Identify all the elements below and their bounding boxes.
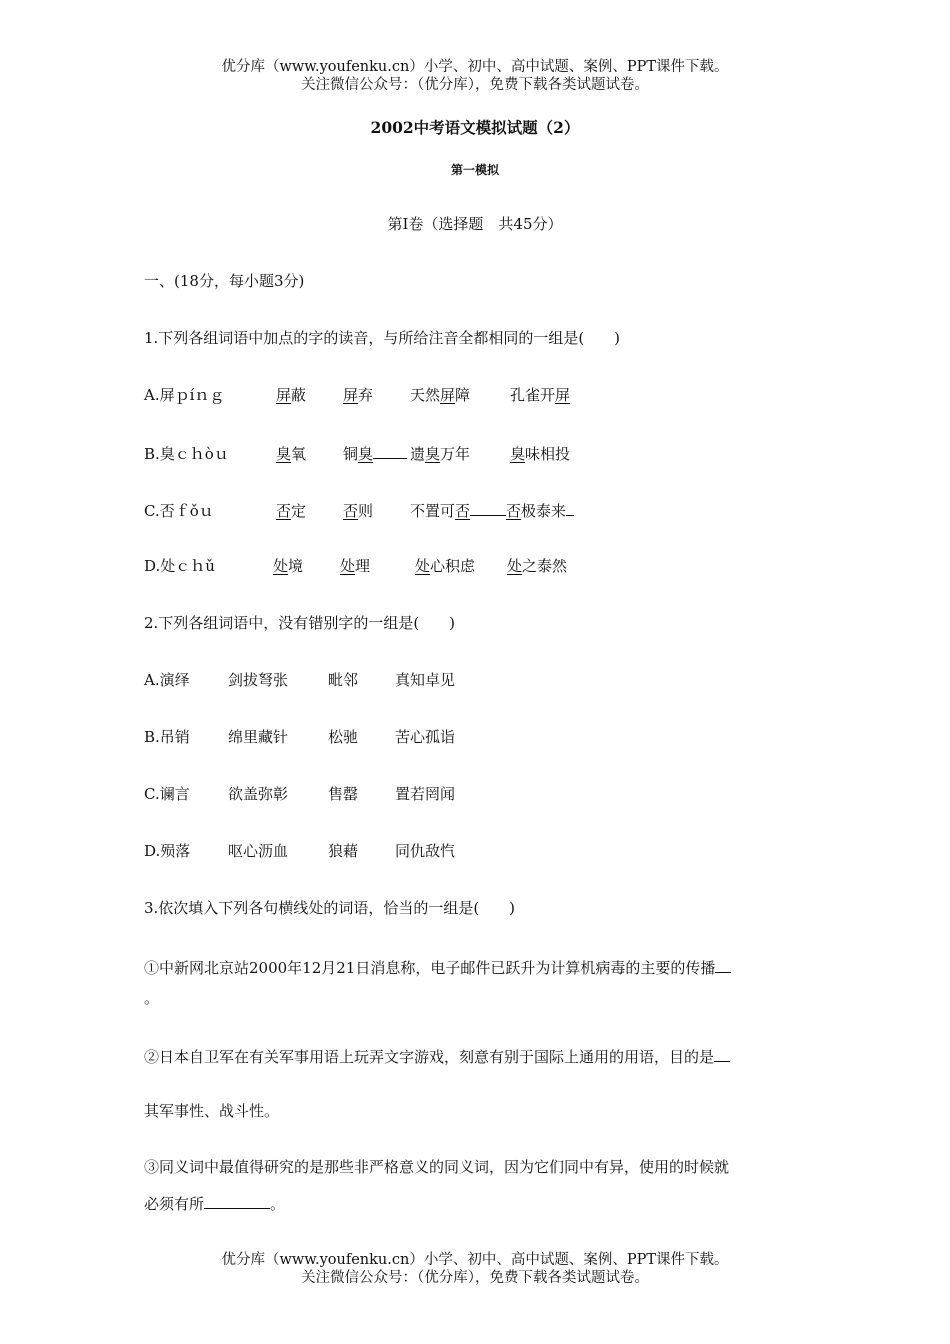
option-word: 臭味相投: [510, 445, 571, 463]
option-item: 狼藉: [328, 842, 359, 860]
option-word: 遗臭万年: [410, 445, 471, 463]
question-3-sentence-1: ①中新网北京站2000年12月21日消息称，电子邮件已跃升为计算机病毒的主要的传播: [144, 956, 731, 978]
volume-heading: 第Ⅰ卷（选择题 共45分）: [387, 215, 563, 233]
page-subtitle: 第一模拟: [450, 163, 499, 177]
header-line-1: 优分库（www.youfenku.cn）小学、初中、高中试题、案例、PPT课件下载。: [221, 59, 729, 75]
option-item: 苦心孤诣: [395, 728, 456, 746]
option-item: D.殒落: [144, 842, 191, 860]
option-word: 处心积虑: [415, 557, 476, 575]
option-item: 绵里藏针: [228, 728, 289, 746]
option-item: 售罄: [328, 785, 359, 803]
question-3-stem: 3.依次填入下列各句横线处的词语，恰当的一组是( ): [144, 899, 516, 917]
question-1-option-b: [144, 442, 570, 464]
question-3-sentence-2: ②日本自卫军在有关军事用语上玩弄文字游戏，刻意有别于国际上通用的用语，目的是: [144, 1045, 730, 1067]
question-3-sentence-3-end: 必须有所 。: [144, 1192, 285, 1214]
header-line-2: 关注微信公众号：（优分库），免费下载各类试题试卷。: [301, 77, 649, 93]
question-2-option-c: [144, 784, 455, 804]
option-item: B.吊销: [144, 728, 190, 746]
option-word: 天然屏障: [410, 386, 471, 404]
question-3-sentence-1-end: 。: [144, 989, 160, 1007]
option-label: B.臭ｃｈòｕ: [144, 445, 229, 463]
option-label: C.否ｆǒｕ: [144, 502, 214, 520]
option-item: 呕心沥血: [228, 842, 289, 860]
question-1-option-a: [144, 385, 570, 405]
footer-line-1: 优分库（www.youfenku.cn）小学、初中、高中试题、案例、PPT课件下载。: [221, 1252, 729, 1268]
question-2-option-a: [144, 670, 455, 690]
option-word: 否定: [276, 502, 307, 520]
question-3-sentence-2-end: 其军事性、战斗性。: [144, 1102, 280, 1120]
option-word: 铜臭: [343, 442, 410, 464]
option-word: 否极泰来: [506, 502, 574, 520]
option-item: 毗邻: [328, 671, 359, 689]
question-1-option-d: [144, 556, 567, 576]
option-label: A.屏ｐíｎｇ: [144, 386, 225, 404]
question-2-option-d: [144, 841, 455, 861]
option-item: 欲盖弥彰: [228, 785, 289, 803]
question-1-option-c: [144, 499, 574, 521]
section-heading: 一、(18分，每小题3分): [144, 272, 305, 290]
option-item: 剑拔弩张: [228, 671, 289, 689]
option-item: A.演绎: [144, 671, 190, 689]
option-word: 臭氧: [276, 445, 307, 463]
option-item: 同仇敌忾: [395, 842, 456, 860]
option-word: 孔雀开屏: [510, 386, 571, 404]
question-2-option-b: [144, 727, 455, 747]
question-3-sentence-3: ③同义词中最值得研究的是那些非严格意义的同义词，因为它们同中有异，使用的时候就: [144, 1158, 730, 1176]
footer-line-2: 关注微信公众号：（优分库），免费下载各类试题试卷。: [301, 1270, 649, 1286]
option-word: 不置可否: [410, 502, 506, 520]
option-word: 屏蔽: [276, 386, 307, 404]
option-word: 屏弃: [343, 386, 374, 404]
option-word: 处理: [340, 557, 371, 575]
question-1-stem: 1.下列各组词语中加点的字的读音，与所给注音全都相同的一组是( ): [144, 329, 621, 347]
option-item: 真知卓见: [395, 671, 456, 689]
page-title: 2002中考语文模拟试题（2）: [370, 118, 580, 137]
option-item: 松驰: [328, 728, 359, 746]
option-label: D.处ｃｈǔ: [144, 557, 215, 575]
option-word: 处之泰然: [507, 557, 568, 575]
option-item: 置若罔闻: [395, 785, 456, 803]
option-word: 处境: [273, 557, 304, 575]
option-item: C.谰言: [144, 785, 190, 803]
question-2-stem: 2.下列各组词语中，没有错别字的一组是( ): [144, 614, 456, 632]
option-word: 否则: [343, 502, 374, 520]
